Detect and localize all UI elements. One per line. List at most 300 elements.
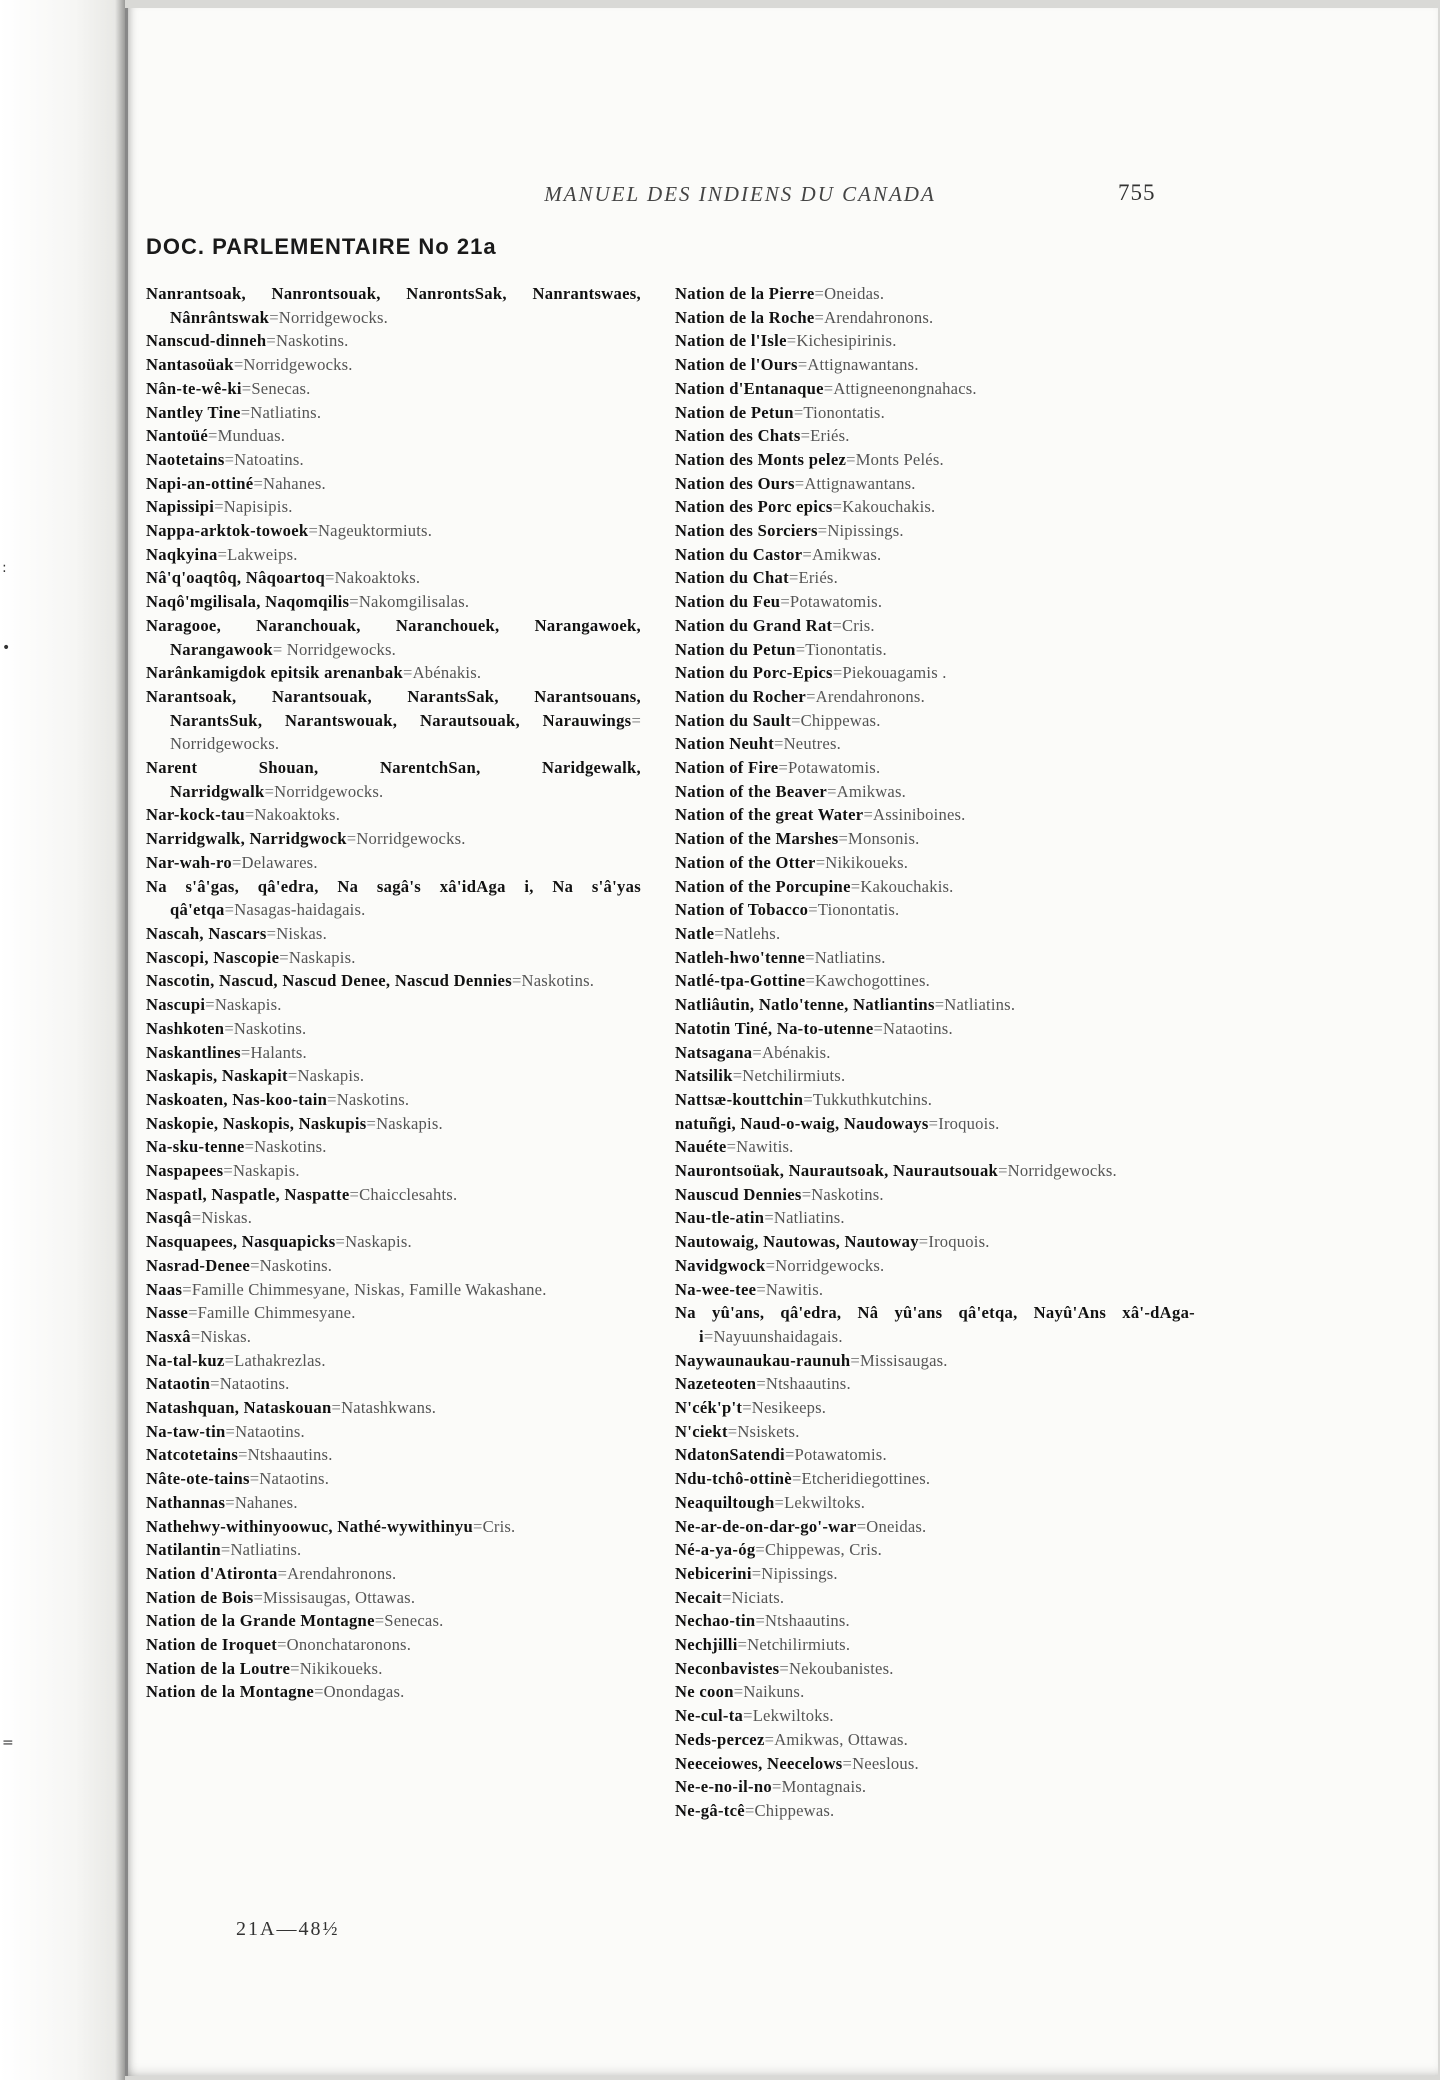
entry-definition: Norridgewocks.	[170, 734, 280, 754]
dictionary-entry	[146, 1396, 641, 1420]
entry-definition: Piekouagamis .	[842, 663, 947, 683]
dictionary-entry	[675, 1420, 1195, 1444]
entry-term: Navidgwock	[675, 1255, 766, 1275]
equals-sign: =	[349, 592, 359, 612]
dictionary-entry	[146, 946, 641, 970]
entry-term: natuñgi, Naud-o-waig, Naudoways	[675, 1113, 929, 1133]
dictionary-entry	[675, 1183, 1195, 1207]
dictionary-entry	[146, 448, 641, 472]
equals-sign: =	[721, 1587, 732, 1607]
dictionary-entry	[675, 1728, 1195, 1752]
equals-sign: =	[806, 686, 816, 706]
entry-definition: Cris.	[482, 1516, 516, 1536]
dictionary-entry	[675, 353, 1195, 377]
entry-term: Nation de la Grande Montagne	[146, 1611, 375, 1631]
entry-term: Na-wee-tee	[675, 1279, 757, 1299]
entry-term: Nation of the Otter	[675, 852, 816, 872]
entry-definition: Netchilirmiuts.	[747, 1635, 851, 1655]
dictionary-entry	[146, 1633, 641, 1657]
entry-term: Nation des Monts pelez	[675, 449, 847, 469]
dictionary-entry	[675, 306, 1195, 330]
equals-sign: =	[277, 1563, 288, 1583]
equals-sign: =	[793, 402, 804, 422]
equals-sign: =	[264, 781, 275, 801]
equals-sign: =	[779, 1658, 789, 1678]
equals-sign: =	[703, 1326, 714, 1346]
entry-definition: Nawitis.	[765, 1279, 824, 1299]
equals-sign: =	[277, 1635, 287, 1655]
entry-term: Nation du Rocher	[675, 686, 807, 706]
equals-sign: =	[778, 758, 789, 778]
entry-definition: Ntshaautins.	[765, 1611, 850, 1631]
entry-term: Ne-cul-ta	[675, 1706, 744, 1726]
entry-term: Nebicerini	[675, 1563, 752, 1583]
equals-sign: =	[998, 1161, 1008, 1181]
dictionary-entry	[675, 1491, 1195, 1515]
dictionary-entry	[675, 993, 1195, 1017]
equals-sign: =	[832, 663, 843, 683]
entry-term: Nanrantsoak, Nanrontsouak, NanrontsSak, Nanrantswaes, Nânrântswak	[146, 284, 641, 327]
entry-definition: Attignawantans.	[807, 355, 919, 375]
equals-sign: =	[832, 497, 843, 517]
entry-definition: Nataotins.	[259, 1469, 330, 1489]
equals-sign: =	[737, 1635, 748, 1655]
equals-sign: =	[772, 1777, 782, 1797]
entry-term: Naqô'mgilisala, Naqomqilis	[146, 592, 350, 612]
equals-sign: =	[756, 1374, 766, 1394]
equals-sign: =	[756, 1279, 766, 1299]
equals-sign: =	[805, 971, 816, 991]
dictionary-entry	[146, 922, 641, 946]
entry-definition: Oneidas.	[824, 284, 885, 303]
equals-sign: =	[231, 852, 242, 872]
entry-definition: Nageuktormiuts.	[318, 521, 433, 541]
equals-sign: =	[752, 1042, 762, 1062]
entry-term: Napissipi	[146, 497, 215, 517]
entry-term: Nazeteoten	[675, 1374, 757, 1394]
dictionary-entry	[675, 685, 1195, 709]
dictionary-entry	[675, 1562, 1195, 1586]
entry-definition: Abénakis.	[761, 1042, 831, 1062]
spine-marks: : • =	[2, 560, 14, 1751]
dictionary-entry	[146, 424, 641, 448]
entry-definition: Amikwas.	[811, 544, 882, 564]
entry-definition: Natliatins.	[773, 1208, 845, 1228]
equals-sign: =	[803, 1089, 813, 1109]
entry-definition: Netchilirmiuts.	[742, 1066, 846, 1086]
doc-header: DOC. PARLEMENTAIRE No 21a	[146, 234, 497, 259]
dictionary-entry	[675, 827, 1195, 851]
dictionary-entry	[146, 1041, 641, 1065]
entry-definition: Ntshaautins.	[765, 1374, 851, 1394]
entry-definition: Norridgewocks.	[356, 829, 466, 849]
dictionary-entry	[146, 1301, 641, 1325]
entry-definition: Assiniboines.	[873, 805, 966, 825]
entry-term: Necait	[675, 1587, 722, 1607]
dictionary-entry	[146, 1586, 641, 1610]
entry-definition: Naskotins.	[233, 1018, 307, 1038]
dictionary-entry	[146, 329, 641, 353]
entry-term: Naotetains	[146, 449, 225, 469]
dictionary-entry	[146, 543, 641, 567]
dictionary-entry	[146, 1278, 641, 1302]
entry-term: Nation de la Montagne	[146, 1682, 315, 1702]
entry-term: Nation du Sault	[675, 710, 792, 730]
entry-definition: Lekwiltoks.	[784, 1492, 866, 1512]
entry-definition: Eriés.	[798, 568, 838, 588]
entry-definition: Naskotins.	[254, 1137, 327, 1157]
dictionary-entry	[146, 1372, 641, 1396]
footer-signature: 21A—48½	[236, 1918, 340, 1940]
entry-term: Nar-wah-ro	[146, 852, 232, 872]
entry-term: Nechjilli	[675, 1635, 738, 1655]
entry-definition: Niskas.	[200, 1326, 252, 1346]
dictionary-entry	[146, 1443, 641, 1467]
entry-definition: Nawitis.	[736, 1137, 794, 1157]
entry-definition: Nakoaktoks.	[254, 805, 341, 825]
entry-definition: Missisaugas, Ottawas.	[263, 1587, 416, 1607]
dictionary-entry	[146, 1538, 641, 1562]
entry-definition: Arendahronons.	[824, 307, 934, 327]
equals-sign: =	[827, 781, 837, 801]
dictionary-entry	[675, 1254, 1195, 1278]
equals-sign: =	[346, 829, 357, 849]
entry-term: Ndu-tchô-ottinè	[675, 1469, 792, 1489]
entry-term: Nappa-arktok-towoek	[146, 521, 309, 541]
entry-definition: Abénakis.	[412, 663, 482, 683]
entry-term: Ne coon	[675, 1682, 734, 1702]
equals-sign: =	[774, 734, 784, 754]
equals-sign: =	[253, 1587, 264, 1607]
entry-definition: Norridgewocks.	[775, 1255, 885, 1275]
dictionary-entry	[675, 969, 1195, 993]
equals-sign: =	[224, 449, 235, 469]
dictionary-entry	[675, 448, 1195, 472]
entry-definition: Tionontatis.	[817, 900, 900, 920]
entry-definition: Natashkwans.	[341, 1398, 437, 1418]
equals-sign: =	[823, 378, 834, 398]
entry-definition: Niskas.	[276, 923, 327, 943]
dictionary-entry	[675, 424, 1195, 448]
equals-sign: =	[244, 805, 255, 825]
entry-term: Naqkyina	[146, 544, 218, 564]
entry-term: Natlé-tpa-Gottine	[675, 971, 806, 991]
entry-term: Nation Neuht	[675, 734, 775, 754]
equals-sign: =	[473, 1516, 483, 1536]
entry-term: Nation du Castor	[675, 544, 803, 564]
entry-term: Nation of the Beaver	[675, 781, 828, 801]
entry-definition: Potawatomis.	[789, 592, 883, 612]
equals-sign: =	[797, 355, 808, 375]
dictionary-entry	[675, 1230, 1195, 1254]
dictionary-entry	[146, 282, 641, 329]
equals-sign: =	[249, 1469, 260, 1489]
entry-definition: Halants.	[250, 1042, 307, 1062]
equals-sign: =	[743, 1706, 753, 1726]
equals-sign: =	[842, 1753, 853, 1773]
dictionary-entry	[675, 638, 1195, 662]
entry-term: Nascopi, Nascopie	[146, 947, 280, 967]
equals-sign: =	[188, 1303, 198, 1323]
entry-term: Naskoaten, Nas-koo-tain	[146, 1089, 328, 1109]
entry-definition: Nsiskets.	[737, 1421, 800, 1441]
dictionary-entry	[675, 1017, 1195, 1041]
dictionary-entry	[146, 1491, 641, 1515]
entry-term: Ne-e-no-il-no	[675, 1777, 772, 1797]
dictionary-entry	[675, 1633, 1195, 1657]
equals-sign: =	[223, 1161, 233, 1181]
entry-term: Nantley Tine	[146, 402, 241, 422]
entry-term: Natotin Tiné, Na-to-utenne	[675, 1018, 874, 1038]
entry-definition: Monsonis.	[848, 829, 920, 849]
entry-term: Nation de l'Ours	[675, 355, 798, 375]
equals-sign: =	[224, 1350, 235, 1370]
entry-definition: Attigneenongnahacs.	[833, 378, 977, 398]
entry-term: Narridgwalk, Narridgwock	[146, 829, 347, 849]
dictionary-entry	[146, 472, 641, 496]
entry-definition: Iroquois.	[928, 1232, 990, 1252]
entry-definition: Montagnais.	[781, 1777, 867, 1797]
entry-term: Nation de Petun	[675, 402, 794, 422]
entry-term: Nation of Fire	[675, 758, 779, 778]
entry-term: Nation de la Roche	[675, 307, 815, 327]
page-number: 755	[1118, 180, 1156, 205]
entry-definition: Naskapis.	[297, 1066, 365, 1086]
equals-sign: =	[755, 1540, 765, 1560]
entry-term: Nation d'Entanaque	[675, 378, 824, 398]
entry-term: Nashkoten	[146, 1018, 225, 1038]
entry-definition: Natoatins.	[234, 449, 304, 469]
equals-sign: =	[863, 805, 874, 825]
dictionary-entry	[146, 1206, 641, 1230]
entry-definition: Chippewas.	[754, 1801, 835, 1820]
entry-definition: Norridgewocks.	[278, 307, 389, 327]
entry-definition: Oneidas.	[866, 1516, 927, 1536]
dictionary-entry	[675, 1396, 1195, 1420]
equals-sign: =	[269, 307, 279, 327]
equals-sign: =	[190, 1326, 201, 1346]
entry-definition: Delawares.	[241, 852, 318, 872]
dictionary-entry	[675, 1301, 1195, 1348]
entry-definition: Monts Pelés.	[855, 449, 944, 469]
entry-term: Neconbavistes	[675, 1658, 780, 1678]
dictionary-entry	[146, 1088, 641, 1112]
equals-sign: =	[800, 426, 811, 446]
dictionary-entry	[146, 377, 641, 401]
equals-sign: =	[349, 1184, 360, 1204]
entry-definition: Neutres.	[783, 734, 841, 754]
equals-sign: =	[182, 1279, 192, 1299]
equals-sign: =	[744, 1801, 755, 1820]
dictionary-entry	[675, 1088, 1195, 1112]
equals-sign: =	[764, 1208, 774, 1228]
entry-term: Naskopie, Naskopis, Naskupis	[146, 1113, 367, 1133]
equals-sign: =	[511, 971, 522, 991]
dictionary-entry	[146, 875, 641, 922]
dictionary-entry	[675, 1538, 1195, 1562]
equals-sign: =	[314, 1682, 324, 1702]
entry-term: Nechao-tin	[675, 1611, 756, 1631]
dictionary-entry	[675, 1206, 1195, 1230]
equals-sign: =	[805, 947, 815, 967]
entry-definition: Neeslous.	[852, 1753, 919, 1773]
entry-term: Narânkamigdok epitsik arenanbak	[146, 663, 404, 683]
entry-term: Naspapees	[146, 1161, 224, 1181]
dictionary-entry	[675, 1064, 1195, 1088]
entry-term: Naas	[146, 1279, 183, 1299]
dictionary-entry	[675, 898, 1195, 922]
dictionary-entry	[675, 472, 1195, 496]
entry-definition: Natliatins.	[944, 995, 1016, 1015]
entry-definition: Famille Chimmesyane, Niskas, Famille Wakashane.	[191, 1279, 547, 1299]
entry-definition: Norridgewocks.	[274, 781, 384, 801]
entry-term: Naspatl, Naspatle, Naspatte	[146, 1184, 350, 1204]
equals-sign: =	[794, 473, 805, 493]
equals-sign: =	[856, 1516, 867, 1536]
dictionary-entry	[675, 946, 1195, 970]
dictionary-entry	[675, 1349, 1195, 1373]
entry-term: Naurontsoüak, Naurautsoak, Naurautsouak	[675, 1161, 999, 1181]
equals-sign: =	[846, 449, 856, 469]
dictionary-entry	[675, 1586, 1195, 1610]
equals-sign: =	[631, 710, 641, 730]
dictionary-entry	[675, 566, 1195, 590]
equals-sign: =	[850, 1350, 860, 1370]
equals-sign: =	[814, 284, 825, 303]
entry-definition: Lakweips.	[227, 544, 298, 564]
equals-sign: =	[210, 1374, 220, 1394]
entry-definition: Famille Chimmesyane.	[197, 1303, 356, 1323]
entry-definition: Lekwiltoks.	[752, 1706, 834, 1726]
equals-sign: =	[279, 947, 289, 967]
dictionary-entry	[146, 1609, 641, 1633]
equals-sign: =	[780, 592, 790, 612]
equals-sign: =	[224, 1018, 234, 1038]
entry-term: Nation de l'Isle	[675, 331, 787, 351]
dictionary-entry	[675, 614, 1195, 638]
equals-sign: =	[374, 1611, 385, 1631]
dictionary-entry	[675, 1278, 1195, 1302]
equals-sign: =	[791, 1469, 802, 1489]
dictionary-entry	[146, 756, 641, 803]
entry-term: Na-taw-tin	[146, 1421, 226, 1441]
entry-definition: Naskotins.	[259, 1255, 333, 1275]
entry-definition: Nataotins.	[219, 1374, 290, 1394]
entry-term: Natsilik	[675, 1066, 733, 1086]
dictionary-entry	[675, 875, 1195, 899]
equals-sign: =	[240, 1042, 251, 1062]
entry-definition: Eriés.	[810, 426, 850, 446]
equals-sign: =	[714, 923, 724, 943]
entry-definition: Nakomgilisalas.	[358, 592, 470, 612]
entry-term: N'cék'p't	[675, 1398, 743, 1418]
equals-sign: =	[253, 473, 264, 493]
entry-definition: Nesikeeps.	[751, 1398, 827, 1418]
entry-definition: Norridgewocks.	[1007, 1161, 1117, 1181]
entry-definition: Ononchataronons.	[286, 1635, 412, 1655]
entry-definition: Natliatins.	[250, 402, 322, 422]
entry-definition: Niciats.	[731, 1587, 785, 1607]
entry-definition: Norridgewocks.	[243, 355, 353, 375]
entry-term: Nasse	[146, 1303, 189, 1323]
entry-term: Ne-ar-de-on-dar-go'-war	[675, 1516, 857, 1536]
entry-definition: Arendahronons.	[287, 1563, 397, 1583]
entry-term: Neeceiowes, Neecelows	[675, 1753, 843, 1773]
entry-definition: Naskapis.	[376, 1113, 443, 1133]
entry-term: Nation du Chat	[675, 568, 789, 588]
entry-term: Nauéte	[675, 1137, 727, 1157]
dictionary-entry	[675, 1704, 1195, 1728]
dictionary-entry	[146, 353, 641, 377]
entry-definition: Norridgewocks.	[282, 639, 397, 659]
entry-term: Nautowaig, Nautowas, Nautoway	[675, 1232, 919, 1252]
equals-sign: =	[850, 876, 861, 896]
entry-definition: Nipissings.	[827, 521, 904, 541]
right-column	[675, 282, 1195, 1823]
entry-term: Nau-tle-atin	[675, 1208, 765, 1228]
entry-term: Natsagana	[675, 1042, 753, 1062]
equals-sign: =	[331, 1398, 342, 1418]
entry-definition: Naskapis.	[232, 1161, 300, 1181]
dictionary-entry	[675, 1515, 1195, 1539]
dictionary-entry	[146, 1159, 641, 1183]
entry-definition: Naikuns.	[743, 1682, 805, 1702]
running-head: MANUEL DES INDIENS DU CANADA	[544, 182, 936, 206]
entry-term: Nathannas	[146, 1492, 226, 1512]
dictionary-entry	[146, 1112, 641, 1136]
equals-sign: =	[742, 1398, 752, 1418]
equals-sign: =	[815, 852, 826, 872]
entry-definition: Nayuunshaidagais.	[713, 1326, 843, 1346]
entry-definition: Naskapis.	[288, 947, 356, 967]
equals-sign: =	[287, 1066, 298, 1086]
entry-term: Nation de la Pierre	[675, 284, 815, 303]
entry-term: Natleh-hwo'tenne	[675, 947, 806, 967]
entry-term: Nation of Tobacco	[675, 900, 809, 920]
equals-sign: =	[814, 307, 825, 327]
entry-definition: Tukkuthkutchins.	[812, 1089, 933, 1109]
dictionary-entry	[675, 1775, 1195, 1799]
entry-term: Nation des Sorciers	[675, 521, 818, 541]
dictionary-entry	[146, 1657, 641, 1681]
equals-sign: =	[244, 1137, 255, 1157]
entry-term: Nation des Ours	[675, 473, 795, 493]
dictionary-entry	[675, 377, 1195, 401]
entry-term: Nation du Porc-Epics	[675, 663, 833, 683]
dictionary-entry	[146, 1325, 641, 1349]
entry-definition: Naskotins.	[275, 331, 349, 351]
equals-sign: =	[765, 1255, 776, 1275]
entry-term: Nascah, Nascars	[146, 923, 267, 943]
equals-sign: =	[241, 378, 252, 398]
entry-term: Nataotin	[146, 1374, 211, 1394]
entry-term: Nation de Iroquet	[146, 1635, 278, 1655]
entry-definition: Tionontatis.	[805, 639, 887, 659]
equals-sign: =	[832, 615, 842, 635]
equals-sign: =	[327, 1089, 337, 1109]
entry-definition: Nahanes.	[263, 473, 326, 493]
entry-definition: Nikikoueks.	[825, 852, 909, 872]
equals-sign: =	[208, 426, 218, 446]
equals-sign: =	[928, 1113, 939, 1133]
entry-term: Narent Shouan, NarentchSan, Naridgewalk, Narridgwalk	[146, 758, 641, 801]
dictionary-entry	[675, 1680, 1195, 1704]
entry-term: Nation of the Marshes	[675, 829, 839, 849]
entry-definition: Natliatins.	[230, 1540, 302, 1560]
equals-sign: =	[266, 331, 276, 351]
entry-definition: Natliatins.	[814, 947, 886, 967]
equals-sign: =	[272, 639, 283, 659]
